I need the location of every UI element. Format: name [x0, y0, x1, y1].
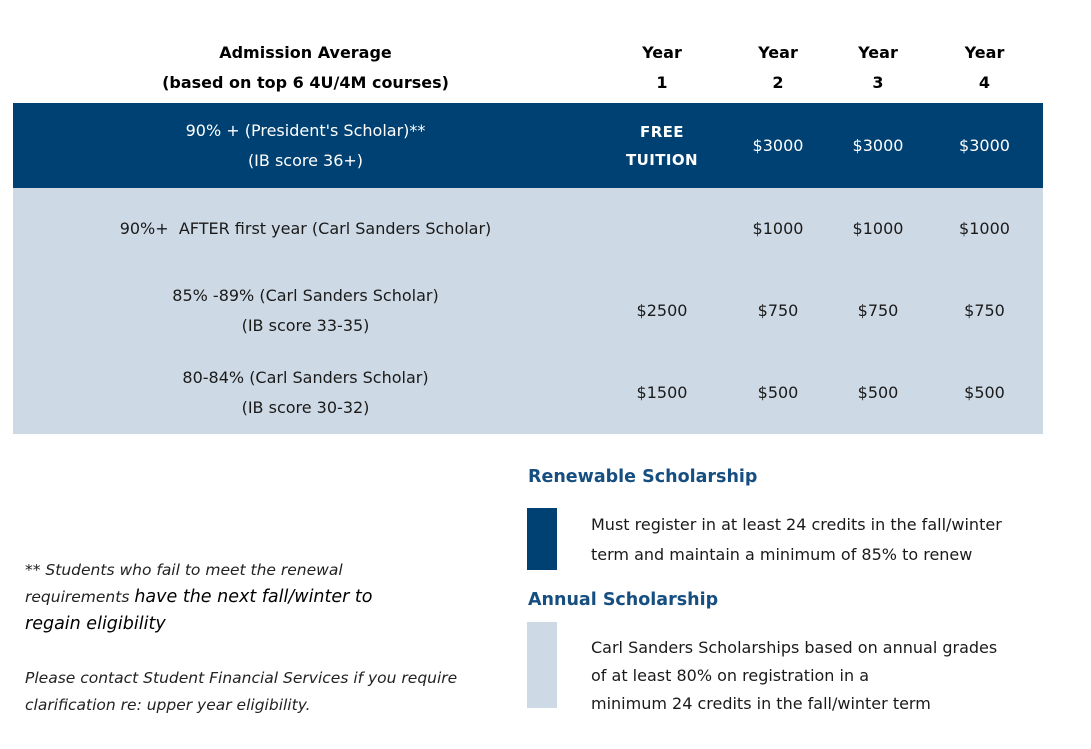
- row-label: [13, 103, 598, 188]
- row-85-89: [13, 270, 1043, 352]
- renewable-scholarship-heading: Renewable Scholarship: [528, 467, 758, 487]
- year-1-header: [598, 32, 726, 103]
- annual-color-swatch: [527, 622, 557, 708]
- year-3-header-label: Year: [858, 43, 898, 62]
- row-label-line: (IB score 36+): [247, 150, 364, 170]
- row-label-line: 80-84% (Carl Sanders Scholar): [182, 368, 429, 387]
- row-90-after-first-year: [13, 188, 1043, 270]
- amount-year-2: $500: [757, 383, 799, 402]
- annual-description: [591, 634, 997, 718]
- renewal-note-emphasis: regain eligibility: [25, 614, 166, 634]
- table-header-row: [13, 32, 1043, 103]
- renewal-note-line: [25, 557, 372, 584]
- renewal-note-text: requirements: [25, 588, 135, 606]
- row-label-line: (IB score 33-35): [241, 316, 370, 335]
- amount-year-4: $1000: [959, 219, 1010, 238]
- year-1-header-label: Year: [642, 43, 682, 62]
- admission-average-title: Admission Average: [219, 43, 392, 62]
- renewal-note: [25, 557, 372, 638]
- renewable-description: [591, 510, 1002, 570]
- contact-note-line: clarification re: upper year eligibility.: [25, 696, 311, 714]
- free-tuition-line: FREE: [640, 122, 684, 141]
- year-4-header-number: 4: [978, 73, 991, 92]
- year-1-header-number: 1: [656, 73, 668, 92]
- amount-year-1: $2500: [636, 301, 688, 320]
- amount-year-4: $500: [964, 383, 1005, 402]
- row-label: [13, 270, 598, 352]
- amount-year-2: $3000: [752, 135, 804, 155]
- row-label-line: 90% + (President's Scholar)**: [185, 120, 426, 140]
- amount-year-2: $1000: [752, 219, 804, 238]
- amount-year-1: $1500: [636, 383, 688, 402]
- year-4-header-label: Year: [964, 43, 1005, 62]
- annual-description-line: Carl Sanders Scholarships based on annual grades: [591, 638, 998, 657]
- contact-note-line: Please contact Student Financial Services if you require: [25, 669, 458, 687]
- row-label-line: (IB score 30-32): [241, 398, 370, 417]
- amount-year-1: [598, 188, 726, 270]
- amount-year-3: $500: [857, 383, 899, 402]
- row-label-line: 85% -89% (Carl Sanders Scholar): [172, 286, 439, 305]
- renewable-color-swatch: [527, 508, 557, 570]
- renewal-note-line: [25, 611, 372, 638]
- year-3-header-number: 3: [872, 73, 884, 92]
- renewal-note-emphasis: have the next fall/winter to: [134, 587, 373, 607]
- year-2-header: [726, 32, 830, 103]
- renewal-note-line: [25, 584, 372, 611]
- renewable-description-line: term and maintain a minimum of 85% to renew: [591, 545, 973, 564]
- row-label: [13, 188, 598, 270]
- row-presidents-scholar: [13, 103, 1043, 188]
- amount-year-3: $1000: [852, 219, 904, 238]
- year-4-header: [926, 32, 1043, 103]
- amount-year-4: $3000: [959, 135, 1010, 155]
- year-2-header-label: Year: [758, 43, 798, 62]
- annual-scholarship-heading: Annual Scholarship: [528, 590, 719, 610]
- amount-year-2: $750: [757, 301, 799, 320]
- year-2-header-number: 2: [772, 73, 784, 92]
- free-tuition-line: TUITION: [626, 150, 698, 169]
- amount-year-3: $3000: [852, 135, 904, 155]
- amount-year-3: $750: [857, 301, 899, 320]
- contact-note: [25, 665, 457, 719]
- amount-year-4: $750: [964, 301, 1005, 320]
- annual-description-line: minimum 24 credits in the fall/winter term: [591, 694, 931, 713]
- annual-description-line: of at least 80% on registration in a: [591, 666, 869, 685]
- row-80-84: [13, 352, 1043, 434]
- year-3-header: [830, 32, 926, 103]
- admission-average-header: [13, 32, 598, 103]
- renewable-description-line: Must register in at least 24 credits in the fall/winter: [591, 515, 1002, 534]
- renewal-note-text: ** Students who fail to meet the renewal: [25, 561, 343, 579]
- free-tuition-cell: [598, 103, 726, 188]
- row-label: [13, 352, 598, 434]
- scholarship-table: [13, 32, 1043, 434]
- admission-average-subtitle: (based on top 6 4U/4M courses): [162, 73, 449, 92]
- row-label-line: 90%+ AFTER first year (Carl Sanders Scholar): [119, 219, 492, 238]
